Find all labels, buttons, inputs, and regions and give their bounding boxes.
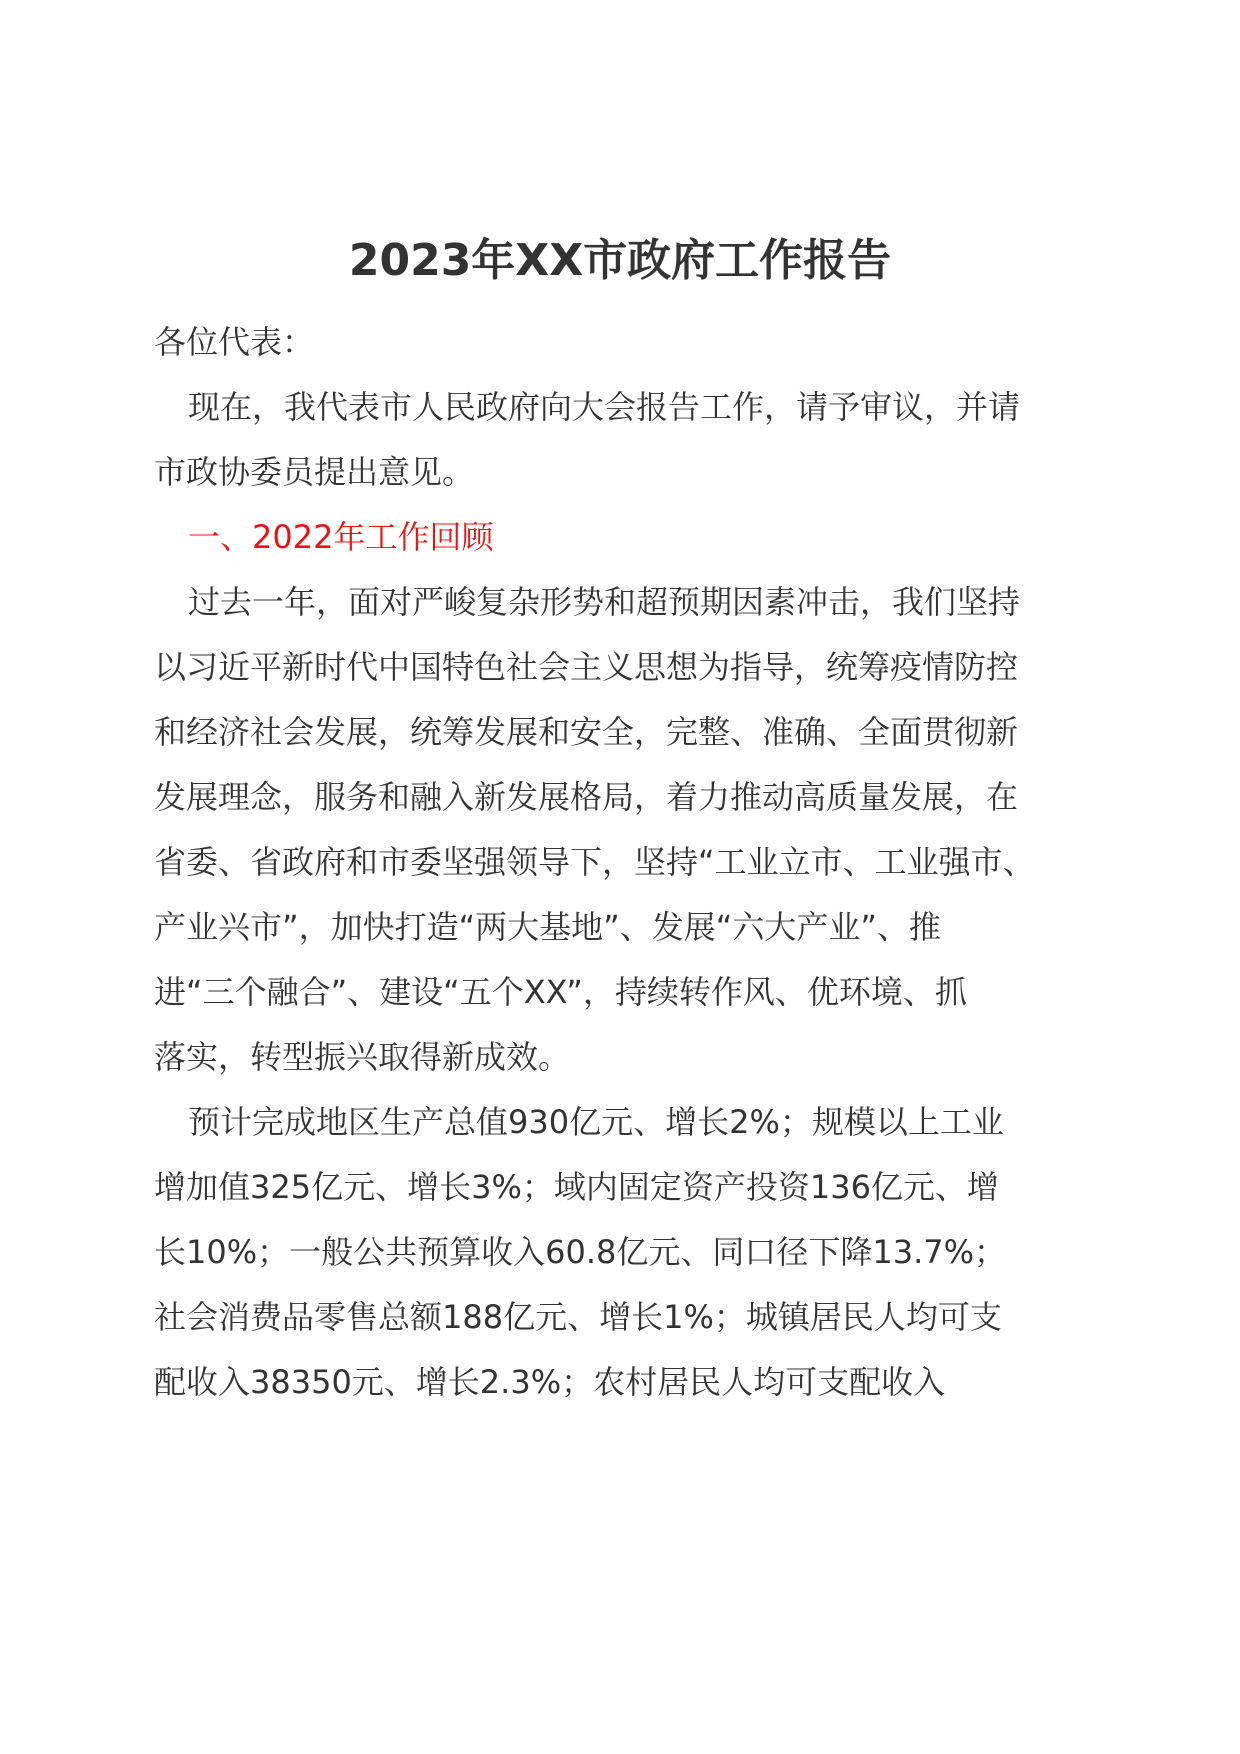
paragraph-line: 和经济社会发展，统筹发展和安全，完整、准确、全面贯彻新 [154,713,1019,751]
paragraph-line: 以习近平新时代中国特色社会主义思想为指导，统筹疫情防控 [154,648,1019,686]
paragraph-line: 预计完成地区生产总值930亿元、增长2%；规模以上工业 [188,1103,1004,1141]
paragraph-line: 市政协委员提出意见。 [154,453,475,491]
paragraph-line: 配收入38350元、增长2.3%；农村居民人均可支配收入 [154,1363,946,1401]
intro-paragraph [154,375,1079,505]
paragraph-line: 省委、省政府和市委坚强领导下，坚持“工业立市、工业强市、 [154,843,1035,881]
greeting-line: 各位代表： [154,323,315,361]
paragraph-line: 发展理念，服务和融入新发展格局，着力推动高质量发展，在 [154,778,1019,816]
paragraph-line: 现在，我代表市人民政府向大会报告工作，请予审议，并请 [188,388,1021,426]
paragraph-line: 社会消费品零售总额188亿元、增长1%；城镇居民人均可支 [154,1298,1002,1336]
paragraph-line: 产业兴市”，加快打造“两大基地”、发展“六大产业”、推 [154,908,941,946]
section-heading: 一、2022年工作回顾 [188,518,494,556]
paragraph-line: 进“三个融合”、建设“五个XX”，持续转作风、优环境、抓 [154,973,967,1011]
stats-paragraph [154,1090,1079,1415]
paragraph-line: 增加值325亿元、增长3%；域内固定资产投资136亿元、增 [154,1168,999,1206]
paragraph-line: 过去一年，面对严峻复杂形势和超预期因素冲击，我们坚持 [188,583,1021,621]
paragraph-line: 长10%；一般公共预算收入60.8亿元、同口径下降13.7%； [154,1233,1007,1271]
document-title: 2023年XX市政府工作报告 [348,235,892,286]
paragraph-line: 落实，转型振兴取得新成效。 [154,1038,571,1076]
review-paragraph [154,570,1079,1090]
